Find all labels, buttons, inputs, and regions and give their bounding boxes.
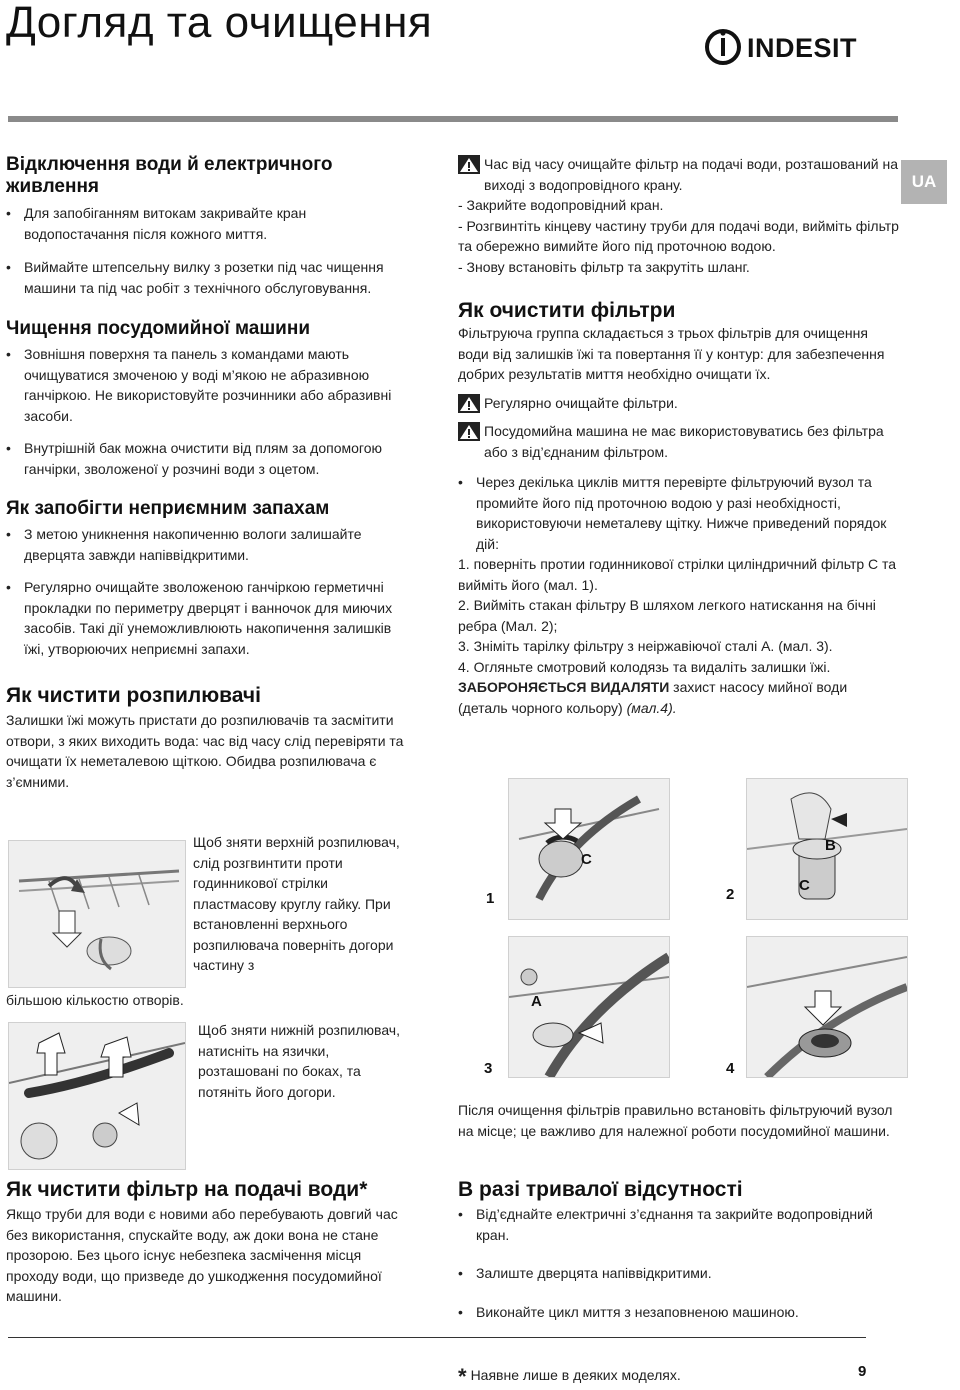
instruction-line: - Розгвинтіть кінцеву частину труби для подачі води, вийміть фільтр та обережно вимийте його під проточною водою. — [458, 217, 899, 254]
filter-illustration-icon — [747, 937, 907, 1077]
spray-arm-illustration-icon — [9, 841, 185, 987]
bottom-rule — [8, 1337, 866, 1338]
warning-triangle-icon — [458, 394, 480, 413]
section-heading: Відключення води й електричного живлення — [6, 154, 333, 197]
section-inlet-filter — [6, 1178, 406, 1307]
left-column — [6, 150, 406, 792]
step-4 — [458, 657, 900, 719]
step-4-figure-ref: (мал.4). — [626, 699, 677, 716]
list-item: • Через декілька циклів миття перевірте фільтруючий вузол та промийте його під проточною водою у разі необхідності, використовуючи неметалеву щітку. Нижче приведений порядок дій: — [458, 472, 900, 554]
warning-text: Посудомийна машина не має використовуватись без фільтра або з від’єднаним фільтром. — [484, 423, 884, 460]
right-column — [458, 154, 900, 718]
step-4-emphasis: ЗАБОРОНЯЄТЬСЯ ВИДАЛЯТИ — [458, 679, 670, 695]
section-long-absence — [458, 1178, 898, 1329]
list-item: • Зовнішня поверхня та панель з командами мають очищуватися змоченою у воді м’якою не абразивною ганчіркою. Не використовуйте розчинники або абразивні засоби. — [6, 344, 406, 426]
upper-spray-arm-note: Щоб зняти верхній розпилювач, слід розгвинтити проти годинникової стрілки пластмасову круглу гайку. При встановленні верхнього розпилювача поверніть догори частину з — [193, 834, 400, 973]
step-4-text: захист насосу мийної води (деталь чорного кольору) — [458, 679, 848, 716]
indesit-logo — [703, 22, 873, 72]
part-label: C — [581, 851, 592, 868]
section-heading: Як чистити розпилювачі — [6, 684, 261, 707]
lower-spray-arm-note: Щоб зняти нижній розпилювач, натисніть на язички, розташовані по боках, та потяніть його догори. — [198, 1022, 400, 1100]
list-item: • Для запобіганням витокам закривайте кран водопостачання після кожного миття. — [6, 203, 406, 244]
bullet-list — [6, 524, 406, 659]
bullet-list — [6, 344, 406, 479]
figure-number: 3 — [484, 1060, 493, 1077]
step-2: 2. Вийміть стакан фільтру В шляхом легкого натискання на бічні ребра (Мал. 2); — [458, 597, 876, 634]
section-heading: В разі тривалої відсутності — [458, 1178, 743, 1201]
instruction-line: - Закрийте водопровідний кран. — [458, 197, 664, 213]
filter-figure-3 — [508, 936, 670, 1078]
section-heading: Як запобігти неприємним запахам — [6, 498, 330, 519]
filter-figure-4 — [746, 936, 908, 1078]
bullet-list — [458, 1204, 898, 1322]
part-label: C — [799, 877, 810, 894]
list-item: • Внутрішній бак можна очистити від плям за допомогою ганчірки, зволоженої у розчині води з оцетом. — [6, 438, 406, 479]
spray-arm-illustration-icon — [9, 1023, 185, 1169]
paragraph: Залишки їжі можуть пристати до розпилювачів та засмітити отвори, з яких виходить вода: час від часу слід перевіряти та очищати їх неметалевою щіткою. Обидва розпилювача є з’ємними. — [6, 712, 404, 790]
filter-figure-1 — [508, 778, 670, 920]
footnote-asterisk: * — [458, 1364, 467, 1389]
section-odors — [6, 498, 406, 659]
page-number: 9 — [858, 1363, 867, 1380]
filter-illustration-icon — [509, 779, 669, 919]
figure-number: 1 — [486, 890, 495, 907]
brand-wordmark: INDESIT — [747, 33, 858, 63]
instruction-line: - Знову встановіть фільтр та закрутіть шланг. — [458, 258, 750, 275]
paragraph: Якщо труби для води є новими або перебувають довгий час без використання, спускайте воду, аж доки вона не стане прозорою. Без цього існує небезпека засмічення місця проходу води, що призведе до ушкодження посудомийної машини. — [6, 1206, 398, 1304]
warning-no-filter — [458, 421, 900, 462]
warning-line: Час від часу очищайте фільтр на подачі води, розташований на виході з водопровідного крану. — [484, 156, 898, 193]
list-item: • Від’єднайте електричні з’єднання та закрийте водопровідний кран. — [458, 1204, 898, 1245]
figure-number: 4 — [726, 1060, 735, 1077]
list-item: • З метою уникнення накопиченню вологи залишайте дверцята завжди напіввідкритими. — [6, 524, 406, 565]
warning-clean-filters — [458, 393, 900, 414]
part-label: B — [825, 837, 836, 854]
section-heading: Як чистити фільтр на подачі води* — [6, 1178, 368, 1201]
warning-inlet-filter — [458, 154, 900, 195]
warning-text: Регулярно очищайте фільтри. — [484, 394, 678, 411]
step-3: 3. Зніміть тарілку фільтру з неіржавіючої сталі А. (мал. 3). — [458, 638, 833, 654]
top-rule — [8, 116, 898, 122]
section-spray-arms — [6, 684, 406, 792]
paragraph: Фільтруюча группа складається з трьох фільтрів для очищення води від залишків їжі та повертання її у контур: для забезпечення добрих результатів миття необхідно очищати їх. — [458, 325, 885, 382]
part-label: A — [531, 993, 542, 1010]
lower-spray-arm-figure — [8, 1022, 186, 1170]
upper-spray-arm-note-end: більшою кількостю отворів. — [6, 992, 184, 1008]
section-machine-cleaning — [6, 318, 406, 479]
section-heading: Чищення посудомийної машини — [6, 318, 311, 339]
figure-number: 2 — [726, 886, 735, 903]
bullet-list — [6, 203, 406, 298]
paragraph: Після очищення фільтрів правильно встановіть фільтруючий вузол на місце; це важливо для належної роботи посудомийної машини. — [458, 1102, 893, 1139]
list-item: • Виймайте штепсельну вилку з розетки під час чищення машини та під час робіт з технічного обслуговування. — [6, 257, 406, 298]
section-heading: Як очистити фільтри — [458, 299, 676, 322]
bullet-list — [458, 472, 900, 554]
list-item: • Регулярно очищайте зволоженою ганчіркою герметичні прокладки по периметру дверцят і ванночок для миючих засобів. Такі дії унеможливлюють накопичення залишків їжі, утворюючих неприємні запахи. — [6, 577, 406, 659]
upper-spray-arm-figure — [8, 840, 186, 988]
footnote — [458, 1364, 681, 1390]
page-title: Догляд та очищення — [6, 0, 433, 47]
section-power-water — [6, 154, 406, 298]
language-badge: UA — [901, 160, 947, 204]
list-item: • Залиште дверцята напіввідкритими. — [458, 1263, 898, 1284]
list-item: • Виконайте цикл миття з незаповненою машиною. — [458, 1302, 898, 1323]
step-1: 1. поверніть протии годинникової стрілки циліндричний фільтр С та вийміть його (мал. 1). — [458, 556, 897, 593]
step-4-text: 4. Огляньте смотровий колодязь та видаліть залишки їжі. — [458, 658, 831, 675]
warning-triangle-icon — [458, 422, 480, 441]
warning-triangle-icon — [458, 155, 480, 174]
footnote-text: Наявне лише в деяких моделях. — [470, 1367, 681, 1383]
filter-figure-2 — [746, 778, 908, 920]
